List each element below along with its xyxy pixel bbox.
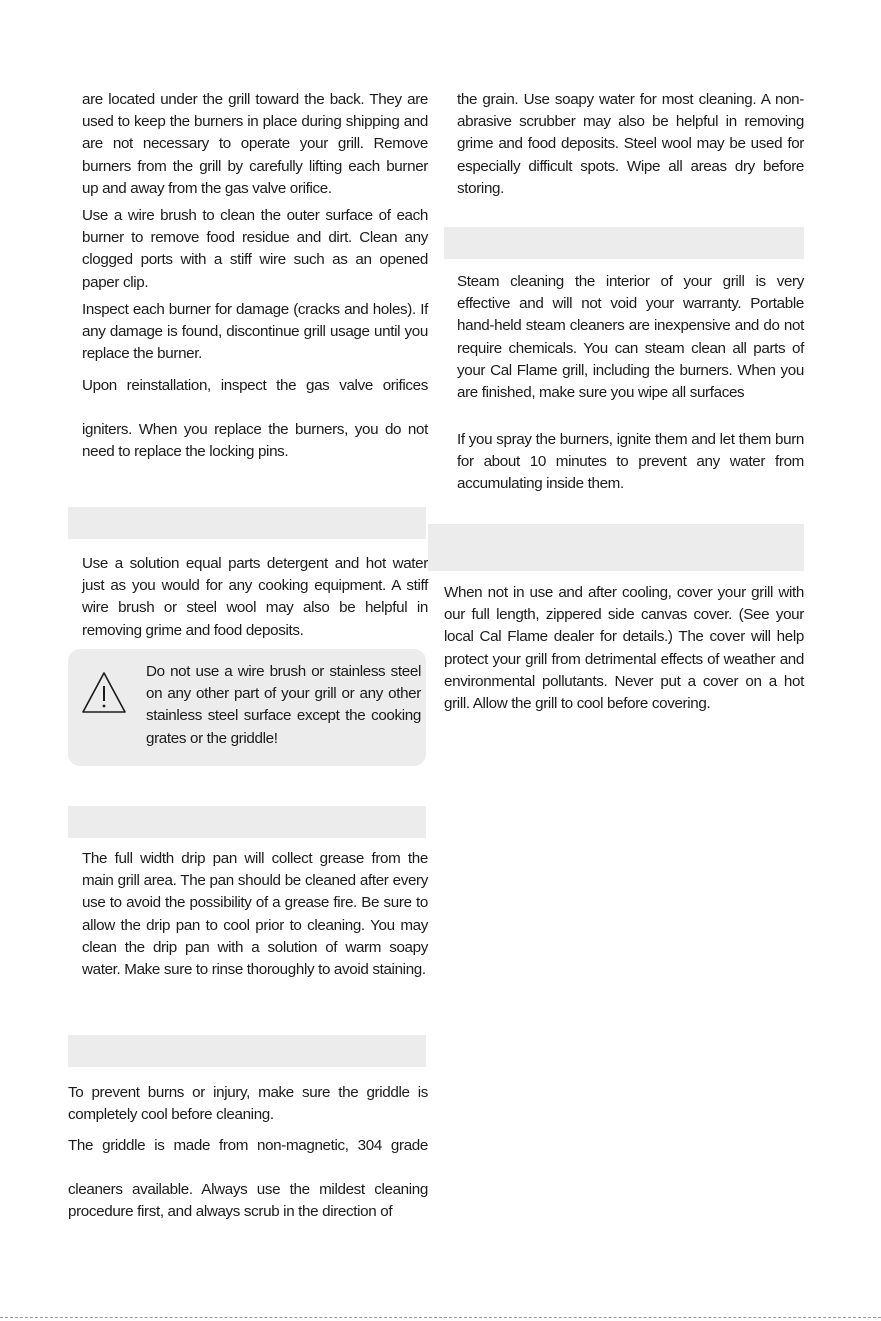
warning-text: Do not use a wire brush or stainless steel on any other part of your grill or any other stainless steel surface except the cooking grates or the griddle! bbox=[146, 663, 421, 747]
cover-section-header-band bbox=[428, 524, 804, 571]
burners-reinstall-paragraph: Upon reinstallation, inspect the gas valve orifices bbox=[82, 377, 428, 394]
burners-inspect-paragraph: Inspect each burner for damage (cracks and holes). If any damage is found, discontinue grill usage until you replace the burner. bbox=[82, 301, 428, 363]
cover-paragraph: When not in use and after cooling, cover your grill with our full length, zippered side canvas cover. (See your local Cal Flame dealer for details.) The cover will help protect your grill from detrimental effects of weather and environmental pollutants. Never put a cover on a hot grill. Allow the grill to cool before covering. bbox=[444, 584, 804, 713]
griddle-continued-paragraph: the grain. Use soapy water for most cleaning. A non-abrasive scrubber may also be helpful in removing grime and food deposits. Steel wool may be used for especially difficult spots. Wipe all areas dry before storing. bbox=[457, 91, 804, 197]
griddle-burns-paragraph: To prevent burns or injury, make sure the griddle is completely cool before cleaning. bbox=[68, 1084, 428, 1124]
steam-cleaning-paragraph: Steam cleaning the interior of your grill is very effective and will not void your warranty. Portable hand-held steam cleaners are inexpensive and do not require chemicals. You can steam clean all parts of your Cal Flame grill, including the burners. When you are finished, make sure you wipe all surfaces bbox=[457, 273, 804, 402]
burners-igniters-paragraph: igniters. When you replace the burners, you do not need to replace the locking pins. bbox=[82, 421, 428, 461]
griddle-cleaners-paragraph: cleaners available. Always use the mildest cleaning procedure first, and always scrub in the direction of bbox=[68, 1181, 428, 1221]
steam-section-header-band bbox=[444, 227, 804, 259]
page-bottom-dotted-line bbox=[0, 1317, 881, 1318]
drip-pan-paragraph: The full width drip pan will collect grease from the main grill area. The pan should be cleaned after every use to avoid the possibility of a grease fire. Be sure to allow the drip pan to cool prior to cleaning. You may clean the drip pan with a solution of warm soapy water. Make sure to rinse thoroughly to avoid staining. bbox=[82, 850, 428, 979]
warning-callout bbox=[68, 649, 426, 766]
griddle-section-header-band bbox=[68, 1035, 426, 1067]
grates-section-header-band bbox=[68, 507, 426, 539]
burners-continued-paragraph: are located under the grill toward the back. They are used to keep the burners in place during shipping and are not necessary to operate your grill. Remove burners from the grill by carefully lifting each burner up and away from the gas valve orifice. bbox=[82, 91, 428, 197]
steam-burners-paragraph: If you spray the burners, ignite them and let them burn for about 10 minutes to prevent any water from accumulating inside them. bbox=[457, 431, 804, 493]
drip-pan-section-header-band bbox=[68, 806, 426, 838]
griddle-material-paragraph: The griddle is made from non-magnetic, 304 grade bbox=[68, 1137, 428, 1154]
grates-solution-paragraph: Use a solution equal parts detergent and hot water just as you would for any cooking equipment. A stiff wire brush or steel wool may also be helpful in removing grime and food deposits. bbox=[82, 555, 428, 639]
warning-triangle-icon bbox=[80, 669, 128, 717]
burners-brush-paragraph: Use a wire brush to clean the outer surface of each burner to remove food residue and dirt. Clean any clogged ports with a stiff wire such as an opened paper clip. bbox=[82, 207, 428, 291]
